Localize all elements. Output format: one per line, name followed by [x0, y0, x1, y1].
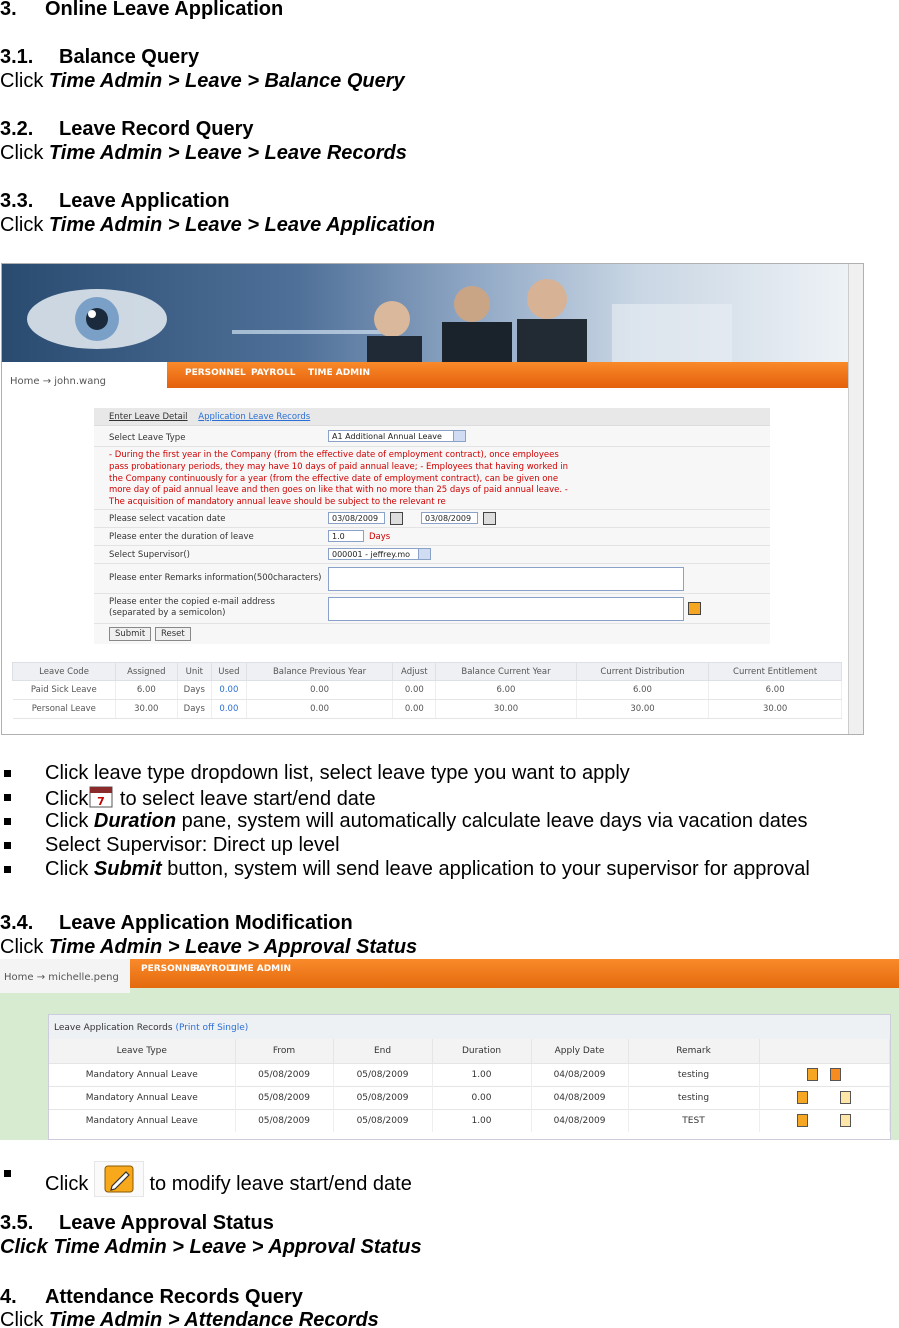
- duration-input[interactable]: 1.0: [328, 530, 364, 542]
- list-item: Click Duration pane, system will automatically calculate leave days via vacation dates: [0, 809, 810, 833]
- section-3-5-heading: 3.5. Leave Approval Status: [0, 1212, 274, 1234]
- section-4-heading: 4. Attendance Records Query: [0, 1286, 303, 1308]
- pencil-edit-icon[interactable]: [840, 1114, 851, 1127]
- section-3-heading: 3. Online Leave Application: [0, 0, 284, 20]
- list-item: Click leave type dropdown list, select leave type you want to apply: [0, 761, 810, 785]
- pencil-edit-icon: [94, 1161, 144, 1197]
- col-current-distribution: Current Distribution: [576, 663, 709, 681]
- duration-row: Please enter the duration of leave 1.0 Days: [94, 528, 770, 546]
- header-banner-image: [2, 264, 849, 362]
- form-tabs: [94, 408, 770, 426]
- leave-form: [94, 408, 770, 644]
- tab-application-leave-records[interactable]: Application Leave Records: [198, 412, 311, 422]
- delete-x-icon[interactable]: [830, 1068, 841, 1081]
- leave-policy-note: - During the first year in the Company (from the effective date of employment contract), once employees pass probationary periods, they may have 10 days of paid annual leave; - Employees that having worked in the Company continuously for a year (from the effective date of employment contract), can be given one more day of paid annual leave and then goes on like that with no more than 25 days of paid annual leave. - The acquisition of mandatory annual leave should be subject to the relevant re: [94, 448, 770, 510]
- magnifier-icon[interactable]: [797, 1091, 808, 1104]
- breadcrumb: Home → michelle.peng: [0, 959, 130, 993]
- col-assigned: Assigned: [116, 663, 177, 681]
- list-item: Click 7 to select leave start/end date: [0, 785, 810, 809]
- table-row: Mandatory Annual Leave 05/08/2009 05/08/2009 1.00 04/08/2009 TEST: [49, 1109, 890, 1132]
- supervisor-select[interactable]: 000001 - jeffrey.mo: [328, 548, 431, 560]
- instruction-bullets: [0, 761, 810, 881]
- leave-type-row: Select Leave Type A1 Additional Annual Leave: [94, 427, 770, 447]
- modify-bullet: [0, 1161, 412, 1195]
- calendar-icon[interactable]: [483, 512, 496, 525]
- leave-balance-table: [12, 662, 842, 719]
- menu-payroll[interactable]: PAYROLL: [251, 368, 296, 378]
- section-4-instruction: Click Time Admin > Attendance Records: [0, 1309, 379, 1328]
- breadcrumb: Home → john.wang: [2, 362, 167, 396]
- top-nav-bar: [0, 959, 899, 988]
- remarks-textarea[interactable]: [328, 567, 684, 591]
- menu-time-admin[interactable]: TIME ADMIN: [229, 964, 291, 974]
- table-row: Mandatory Annual Leave 05/08/2009 05/08/2009 0.00 04/08/2009 testing: [49, 1086, 890, 1109]
- table-header-row: Leave Type From End Duration Apply Date Remark: [49, 1039, 890, 1063]
- section-3-1-heading: 3.1. Balance Query: [0, 46, 200, 68]
- email-textarea[interactable]: [328, 597, 684, 621]
- end-date-input[interactable]: 03/08/2009: [421, 512, 478, 524]
- table-header-row: [13, 663, 842, 681]
- remarks-row: Please enter Remarks information(500characters): [94, 564, 770, 594]
- menu-personnel[interactable]: PERSONNEL: [185, 368, 246, 378]
- chevron-down-icon: [418, 549, 430, 559]
- col-current-entitlement: Current Entitlement: [709, 663, 842, 681]
- leave-type-select[interactable]: A1 Additional Annual Leave: [328, 430, 466, 442]
- section-3-3-instruction: Click Time Admin > Leave > Leave Application: [0, 214, 435, 236]
- section-3-5-instruction: Click Time Admin > Leave > Approval Status: [0, 1236, 422, 1258]
- menu-personnel[interactable]: PERSONNEL: [141, 964, 202, 974]
- section-3-1-instruction: Click Time Admin > Leave > Balance Query: [0, 70, 405, 92]
- section-3-2-instruction: Click Time Admin > Leave > Leave Records: [0, 142, 407, 164]
- tab-enter-leave-detail[interactable]: Enter Leave Detail: [109, 412, 188, 422]
- section-3-3-heading: 3.3. Leave Application: [0, 190, 230, 212]
- reset-button[interactable]: Reset: [155, 627, 191, 641]
- start-date-input[interactable]: 03/08/2009: [328, 512, 385, 524]
- svg-text:7: 7: [97, 795, 106, 808]
- col-balance-current: Balance Current Year: [436, 663, 576, 681]
- menu-payroll[interactable]: PAYROLL: [193, 964, 238, 974]
- approval-status-screenshot: [0, 959, 899, 1140]
- col-leave-code: Leave Code: [13, 663, 116, 681]
- leave-records-panel: [48, 1014, 891, 1140]
- print-single-link[interactable]: (Print off Single): [175, 1023, 249, 1033]
- leave-application-screenshot: [1, 263, 864, 735]
- supervisor-row: Select Supervisor() 000001 - jeffrey.mo: [94, 546, 770, 564]
- section-3-4-heading: 3.4. Leave Application Modification: [0, 912, 353, 934]
- menu-time-admin[interactable]: TIME ADMIN: [308, 368, 370, 378]
- col-unit: Unit: [177, 663, 212, 681]
- table-row: Paid Sick Leave 6.00 Days 0.00 0.00 0.00 6.00 6.00 6.00: [13, 681, 842, 700]
- col-adjust: Adjust: [393, 663, 436, 681]
- vacation-date-row: Please select vacation date 03/08/2009 03/08/2009: [94, 510, 770, 528]
- chevron-down-icon: [453, 431, 465, 441]
- pencil-edit-icon[interactable]: [840, 1091, 851, 1104]
- table-row: Personal Leave 30.00 Days 0.00 0.00 0.00 30.00 30.00 30.00: [13, 700, 842, 719]
- list-item: Select Supervisor: Direct up level: [0, 833, 810, 857]
- list-item: Click Submit button, system will send leave application to your supervisor for approval: [0, 857, 810, 881]
- section-3-2-heading: 3.2. Leave Record Query: [0, 118, 254, 140]
- calendar-icon[interactable]: [390, 512, 403, 525]
- col-used: Used: [212, 663, 247, 681]
- leave-records-table: [49, 1039, 890, 1132]
- section-3-4-instruction: Click Time Admin > Leave > Approval Status: [0, 936, 418, 958]
- submit-button[interactable]: Submit: [109, 627, 151, 641]
- duration-unit: Days: [369, 532, 391, 542]
- panel-title: Leave Application Records (Print off Single): [49, 1015, 890, 1039]
- magnifier-icon[interactable]: [797, 1114, 808, 1127]
- col-balance-prev: Balance Previous Year: [246, 663, 393, 681]
- vertical-scrollbar[interactable]: [848, 264, 863, 734]
- email-row: Please enter the copied e-mail address (separated by a semicolon): [94, 594, 770, 624]
- table-row: Mandatory Annual Leave 05/08/2009 05/08/2009 1.00 04/08/2009 testing: [49, 1063, 890, 1086]
- banner-eye-graphic: [2, 264, 849, 362]
- list-item: Click to modify leave start/end date: [0, 1161, 412, 1191]
- calendar-icon: [88, 785, 114, 809]
- address-book-icon[interactable]: [688, 602, 701, 615]
- magnifier-icon[interactable]: [807, 1068, 818, 1081]
